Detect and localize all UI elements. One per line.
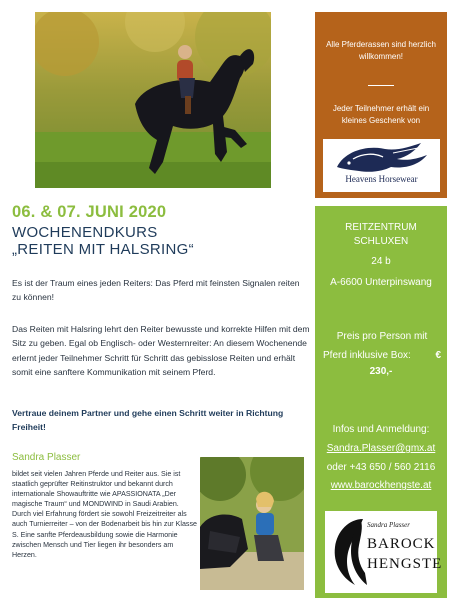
course-title-line1: WOCHENENDKURS [12,224,158,241]
welcome-text: Alle Pferderassen sind herzlich willkommen! [326,40,436,61]
info-panel [315,206,447,598]
gift-text: Jeder Teilnehmer erhält ein kleines Geschenk von [332,104,430,125]
venue-line-3: 24 b [371,256,391,268]
intro-paragraph-3: Vertraue deinem Partner und gehe einen Schritt weiter in Richtung Freiheit! [12,408,284,433]
logo-text-barock: BAROCK [367,536,436,552]
hero-photo-rider-horse [35,12,271,188]
website-link[interactable]: www.barockhengste.at [330,480,432,491]
price-value: 230,- [369,366,393,377]
venue-line-2: SCHLUXEN [353,236,409,248]
author-name: Sandra Plasser [12,452,81,463]
venue-line-1: REITZENTRUM [345,222,417,233]
venue-line-4: A-6600 Unterpinswang [330,276,432,288]
author-photo [200,457,304,590]
phone-number: oder +43 650 / 560 2116 [326,462,436,473]
course-title-line2: „REITEN MIT HALSRING“ [12,241,194,258]
event-date: 06. & 07. JUNI 2020 [12,203,167,221]
email-link[interactable]: Sandra.Plasser@gmx.at [326,443,436,454]
currency-symbol: € [435,350,441,361]
course-title [12,224,312,258]
horse-head-logo-icon [323,139,440,177]
venue-address [315,221,447,290]
contact-block [315,420,447,477]
divider-line [368,85,394,86]
sponsor-name: Heavens Horsewear [345,174,418,184]
author-bio: bildet seit vielen Jahren Pferde und Reiter aus. Sie ist staatlich geprüfter Reitinstruktor und bekannt durch internationale Showauftritte wie APASSIONATA „Der magische Traum“ und MONDWIND in Saudi Arabien. Durch viel Erfahrung fördert sie sowohl Freizeitreiter als auch Turnierreiter – von der Bodenarbeit bis hin zur Klasse S. Eine sanfte Pferdeausbildung sowie die Harmonie zwischen Mensch und Tier liegen ihr besonders am Herzen. [12,470,197,559]
sponsor-logo [323,139,440,192]
price-label [323,327,441,365]
barock-hengste-logo [325,511,443,593]
intro-paragraph-2: Das Reiten mit Halsring lehrt den Reiter bewusste und korrekte Hilfen mit dem Sitz zu geben. Egal ob Englisch- oder Westernreiter: An diesem Wochenende erlernt jeder Teilnehmer Schritt für Schritt das gebisslose Reiten und erhält somit eine sanftere Kommunikation mit seinem Pferd. [12,324,310,378]
logo-script-name: Sandra Plasser [367,521,410,529]
price-label-line1: Preis pro Person mit [336,331,428,342]
price-label-line2: Pferd inklusive Box: [323,350,411,361]
welcome-panel [315,12,447,198]
intro-paragraph-1: Es ist der Traum eines jeden Reiters: Das Pferd mit feinsten Signalen reiten zu können! [12,278,300,303]
contact-label: Infos und Anmeldung: [332,424,430,435]
logo-text-hengste: HENGSTE [367,556,443,572]
